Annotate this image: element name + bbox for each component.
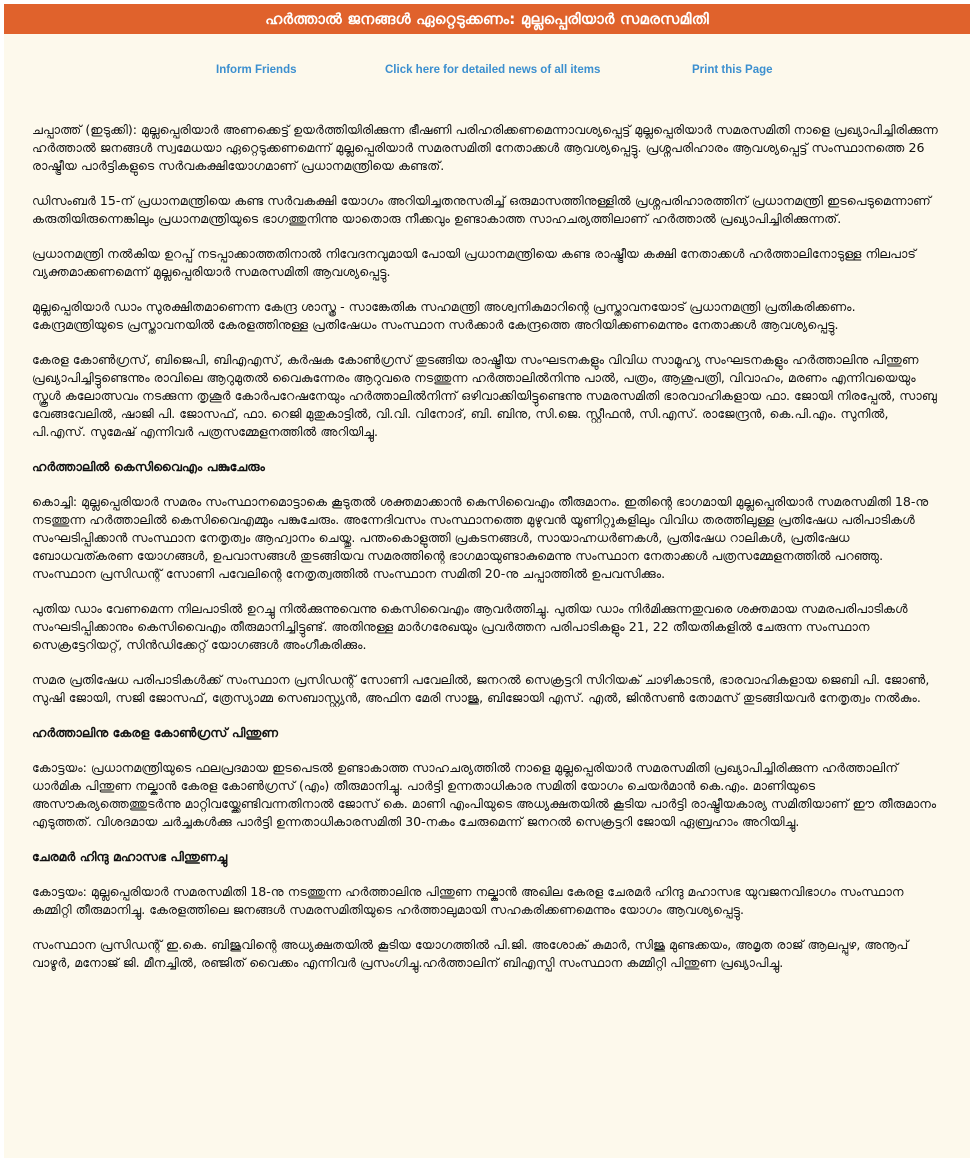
page-frame <box>4 4 970 1158</box>
subheading-cheramar-mahasabha: ചേരമർ ഹിന്ദു മഹാസഭ പിന്തുണച്ചു <box>32 849 228 864</box>
article-paragraph-7: പുതിയ ഡാം വേണമെന്ന നിലപാടിൽ ഉറച്ചു നിൽക്കുന്നുവെന്നു കെസിവൈഎം ആവർത്തിച്ചു. പുതിയ ഡാം നിർമിക്കുന്നതുവരെ ശക്തമായ സമരപരിപാടികൾ സംഘടിപ്പിക്കാനും കെസിവൈഎം തീരുമാനിച്ചിട്ടുണ്ട്. അതിനുള്ള മാർഗരേഖയും പ്രവർത്തന പരിപാടികളും 21, 22 തീയതികളിൽ ചേരുന്ന സംസ്ഥാന സെക്രട്ടേറിയറ്റ്, സിൻഡിക്കേറ്റ് യോഗങ്ങൾ അംഗീകരിക്കും. <box>32 601 908 652</box>
article-paragraph-6: കൊച്ചി: മുല്ലപ്പെരിയാർ സമരം സംസ്ഥാനമൊട്ടാകെ കൂടുതൽ ശക്തമാക്കാൻ കെസിവൈഎം തീരുമാനം. ഇതിന്റെ ഭാഗമായി മുല്ലപ്പെരിയാർ സമരസമിതി 18-നു നടത്തുന്ന ഹർത്താലിൽ കെസിവൈഎമ്മും പങ്കുചേരും. അന്നേദിവസം സംസ്ഥാനത്തെ മുഴുവൻ യൂണിറ്റുകളിലും വിവിധ തരത്തിലുള്ള പ്രതിഷേധ പരിപാടികൾ സംഘടിപ്പിക്കാൻ സംസ്ഥാന നേതൃത്വം ആഹ്വാനം ചെയ്തു. പന്തംകൊളുത്തി പ്രകടനങ്ങൾ, സായാഹ്നധർണകൾ, പ്രതിഷേധ റാലികൾ, പ്രതിഷേധ ബോധവത്കരണ യോഗങ്ങൾ, ഉപവാസങ്ങൾ തുടങ്ങിയവ സമരത്തിന്റെ ഭാഗമായുണ്ടാകുമെന്നു സംസ്ഥാന നേതാക്കൾ പത്രസമ്മേളനത്തിൽ പറഞ്ഞു. സംസ്ഥാന പ്രസിഡന്റ് സോണി പവേലിന്റെ നേതൃത്വത്തിൽ സംസ്ഥാന സമിതി 20-നു ചപ്പാത്തിൽ ഉപവസിക്കും. <box>32 494 929 581</box>
article-paragraph-3: പ്രധാനമന്ത്രി നൽകിയ ഉറപ്പ് നടപ്പാക്കാത്തതിനാൽ നിവേദനവുമായി പോയി പ്രധാനമന്ത്രിയെ കണ്ട രാഷ്ട്രീയ കക്ഷി നേതാക്കൾ ഹർത്താലിനോടുള്ള നിലപാട് വ്യക്തമാക്കണമെന്ന് മുല്ലപ്പെരിയാർ സമരസമിതി ആവശ്യപ്പെട്ടു. <box>32 246 916 279</box>
article-paragraph-8: സമര പ്രതിഷേധ പരിപാടികൾക്ക് സംസ്ഥാന പ്രസിഡന്റ് സോണി പവേലിൽ, ജനറൽ സെക്രട്ടറി സിറിയക് ചാഴികാടൻ, ഭാരവാഹികളായ ജെബി പി. ജോൺ, സുഷി ജോയി, സജി ജോസഫ്, ത്രേസ്യാമ്മ സെബാസ്റ്റ്യൻ, അഫിന മേരി സാജു, ബിജോയി എസ്. എൽ, ജിൻസൺ തോമസ് തുടങ്ങിയവർ നേതൃത്വം നൽകും. <box>32 672 930 705</box>
article-paragraph-2: ഡിസംബർ 15-ന് പ്രധാനമന്ത്രിയെ കണ്ട സർവകക്ഷി യോഗം അറിയിച്ചതനുസരിച്ച് ഒരുമാസത്തിനുള്ളിൽ പ്രശ്നപരിഹാരത്തിന് പ്രധാനമന്ത്രി ഇടപെടുമെന്നാണ് കരുതിയിരുന്നെങ്കിലും പ്രധാനമന്ത്രിയുടെ ഭാഗത്തുനിന്നു യാതൊരു നീക്കവും ഉണ്ടാകാത്ത സാഹചര്യത്തിലാണ് ഹർത്താൽ പ്രഖ്യാപിച്ചിരിക്കുന്നത്. <box>32 193 931 226</box>
article-paragraph-9: കോട്ടയം: പ്രധാനമന്ത്രിയുടെ ഫലപ്രദമായ ഇടപെടൽ ഉണ്ടാകാത്ത സാഹചര്യത്തിൽ നാളെ മുല്ലപ്പെരിയാർ സമരസമിതി പ്രഖ്യാപിച്ചിരിക്കുന്ന ഹർത്താലിന് ധാർമിക പിന്തുണ നല്കാൻ കേരള കോൺഗ്രസ് (എം) തീരുമാനിച്ചു. പാർട്ടി ഉന്നതാധികാര സമിതി യോഗം ചെയർമാൻ കെ.എം. മാണിയുടെ അസൗകര്യത്തെത്തുടർന്നു മാറ്റിവയ്ക്കേണ്ടിവന്നതിനാൽ ജോസ് കെ. മാണി എംപിയുടെ അധ്യക്ഷതയിൽ കൂടിയ പാർട്ടി രാഷ്ട്രീയകാര്യ സമിതിയാണ് ഈ തീരുമാനം എടുത്തത്. വിശദമായ ചർച്ചകൾക്കു പാർട്ടി ഉന്നതാധികാരസമിതി 30-നകം ചേരുമെന്ന് ജനറൽ സെക്രട്ടറി ജോയി ഏബ്രഹാം അറിയിച്ചു. <box>32 760 937 829</box>
article-paragraph-4: മുല്ലപ്പെരിയാർ ഡാം സുരക്ഷിതമാണെന്ന കേന്ദ്ര ശാസ്ത്ര - സാങ്കേതിക സഹമന്ത്രി അശ്വനികുമാറിന്റെ പ്രസ്താവനയോട് പ്രധാനമന്ത്രി പ്രതികരിക്കണം. കേന്ദ്രമന്ത്രിയുടെ പ്രസ്താവനയിൽ കേരളത്തിനുള്ള പ്രതിഷേധം സംസ്ഥാന സർക്കാർ കേന്ദ്രത്തെ അറിയിക്കണമെന്നും നേതാക്കൾ ആവശ്യപ്പെട്ടു. <box>32 299 856 332</box>
article-paragraph-1: ചപ്പാത്ത് (ഇടുക്കി): മുല്ലപ്പെരിയാർ അണക്കെട്ട് ഉയർത്തിയിരിക്കുന്ന ഭീഷണി പരിഹരിക്കണമെന്നാവശ്യപ്പെട്ട് മുല്ലപ്പെരിയാർ സമരസമിതി നാളെ പ്രഖ്യാപിച്ചിരിക്കുന്ന ഹർത്താൽ ജനങ്ങൾ സ്വമേധയാ ഏറ്റെടുക്കണമെന്ന് മുല്ലപ്പെരിയാർ സമരസമിതി നേതാക്കൾ ആവശ്യപ്പെട്ടു. പ്രശ്നപരിഹാരം ആവശ്യപ്പെട്ട് സംസ്ഥാനത്തെ 26 രാഷ്ട്രീയ പാർട്ടികളുടെ സർവകക്ഷിയോഗമാണ് പ്രധാനമന്ത്രിയെ കണ്ടത്. <box>32 122 938 173</box>
print-page-link[interactable]: Print this Page <box>692 64 773 76</box>
action-links <box>4 64 970 88</box>
article-body <box>4 121 970 972</box>
article-paragraph-5: കേരള കോൺഗ്രസ്, ബിജെപി, ബിഎഎസ്, കർഷക കോൺഗ്രസ് തുടങ്ങിയ രാഷ്ട്രീയ സംഘടനകളും വിവിധ സാമൂഹ്യ സംഘടനകളും ഹർത്താലിനു പിന്തുണ പ്രഖ്യാപിച്ചിട്ടുണ്ടെന്നും രാവിലെ ആറുമുതൽ വൈകുന്നേരം ആറുവരെ നടത്തുന്ന ഹർത്താലിൽനിന്നു പാൽ, പത്രം, ആശുപത്രി, വിവാഹം, മരണം എന്നിവയെയും സ്കൂൾ കലോത്സവം നടക്കുന്ന തൃശൂർ കോർപറേഷനേയും ഹർത്താലിൽനിന്ന് ഒഴിവാക്കിയിട്ടുണ്ടെന്നു സമരസമിതി ഭാരവാഹികളായ ഫാ. ജോയി നിരപ്പേൽ, സാബു വേങ്ങവേലിൽ, ഷാജി പി. ജോസഫ്, ഫാ. റെജി മുതുകാട്ടിൽ, വി.വി. വിനോദ്, ബി. ബിനു, സി.ജെ. സ്റ്റീഫൻ, സി.എസ്. രാജേന്ദ്രൻ, കെ.പി.എം. സുനിൽ, പി.എസ്. സുമേഷ് എന്നിവർ പത്രസമ്മേളനത്തിൽ അറിയിച്ചു. <box>32 352 937 439</box>
detailed-news-link[interactable]: Click here for detailed news of all items <box>385 64 601 76</box>
subheading-kerala-congress: ഹർത്താലിനു കേരള കോൺഗ്രസ് പിന്തുണ <box>32 725 279 740</box>
article-paragraph-10: കോട്ടയം: മുല്ലപ്പെരിയാർ സമരസമിതി 18-നു നടത്തുന്ന ഹർത്താലിനു പിന്തുണ നല്കാൻ അഖില കേരള ചേരമർ ഹിന്ദു മഹാസഭ യുവജനവിഭാഗം സംസ്ഥാന കമ്മിറ്റി തീരുമാനിച്ചു. കേരളത്തിലെ ജനങ്ങൾ സമരസമിതിയുടെ ഹർത്താലുമായി സഹകരിക്കണമെന്നും യോഗം ആവശ്യപ്പെട്ടു. <box>32 884 904 917</box>
inform-friends-link[interactable]: Inform Friends <box>216 64 297 76</box>
subheading-kcym: ഹർത്താലിൽ കെസിവൈഎം പങ്കുചേരും <box>32 459 265 474</box>
page-title: ഹർത്താൽ ജനങ്ങൾ ഏറ്റെടുക്കണം: മുല്ലപ്പെരിയാർ സമരസമിതി <box>4 4 970 34</box>
article-paragraph-11: സംസ്ഥാന പ്രസിഡന്റ് ഇ.കെ. ബിജുവിന്റെ അധ്യക്ഷതയിൽ കൂടിയ യോഗത്തിൽ പി.ജി. അശോക് കുമാർ, സിജു മുണ്ടക്കയം, അമൃത രാജ് ആലപ്പുഴ, അനൂപ് വാഴൂർ, മനോജ് ജി. മീനച്ചിൽ, രഞ്ജിത് വൈക്കം എന്നിവർ പ്രസംഗിച്ചു.ഹർത്താലിന് ബിഎസ്പി സംസ്ഥാന കമ്മിറ്റി പിന്തുണ പ്രഖ്യാപിച്ചു. <box>32 937 909 970</box>
